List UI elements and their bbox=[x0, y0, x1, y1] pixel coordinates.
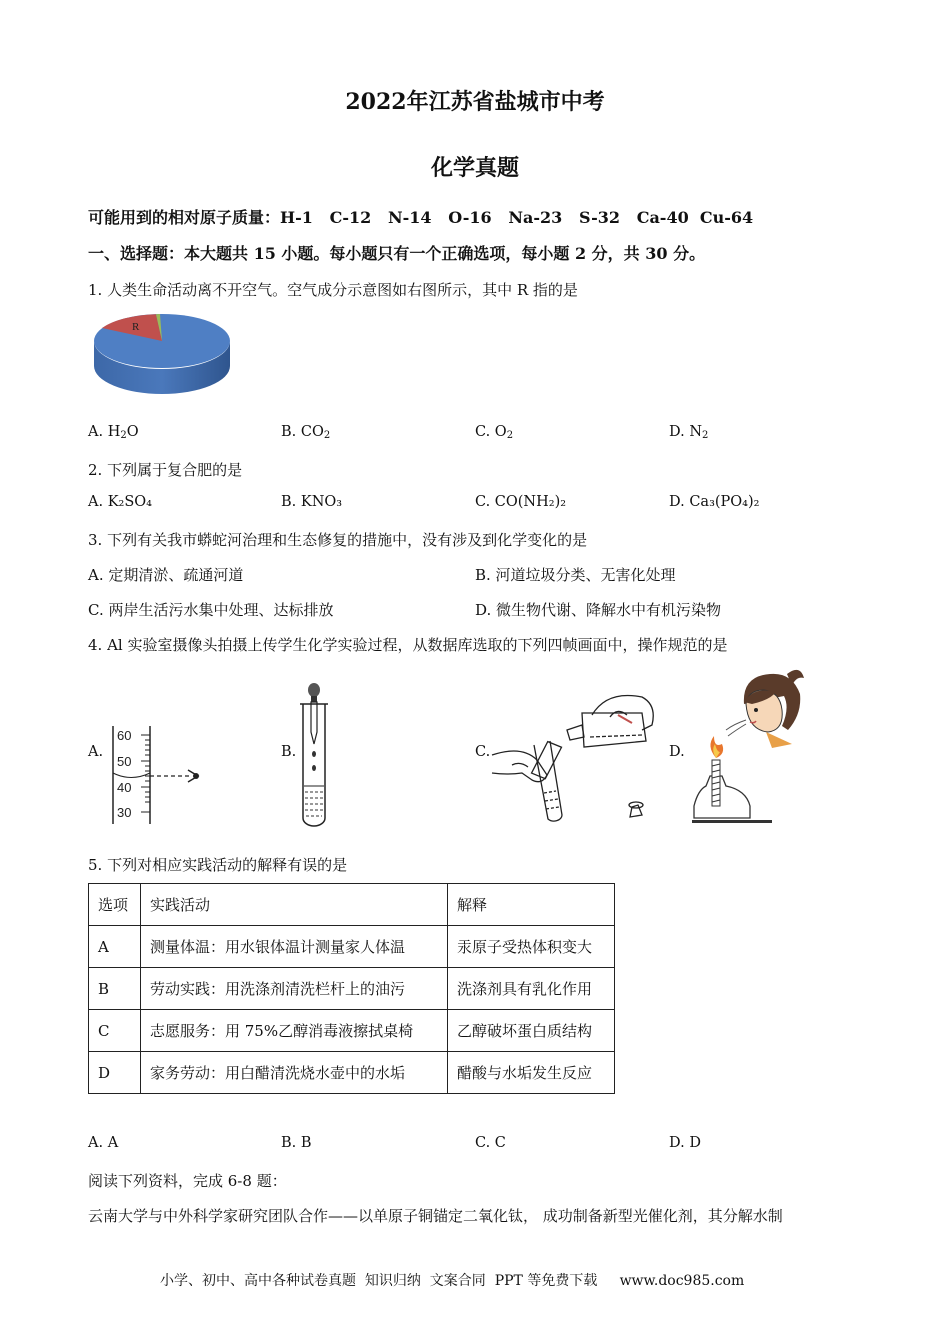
section-heading: 一、选择题：本大题共 15 小题。每小题只有一个正确选项，每小题 2 分，共 30 分。 bbox=[88, 244, 706, 263]
reading-intro: 阅读下列资料，完成 6-8 题： bbox=[88, 1172, 287, 1190]
table-cell: 醋酸与水垢发生反应 bbox=[448, 1052, 615, 1094]
q2-option-c[interactable]: C. CO(NH₂)₂ bbox=[475, 494, 567, 510]
table-row bbox=[89, 968, 615, 1010]
q1-option-d[interactable]: D. $N_2$ bbox=[669, 424, 709, 441]
q1-option-a[interactable]: A. $H_2O$ bbox=[88, 424, 139, 441]
q2-stem: 2. 下列属于复合肥的是 bbox=[88, 461, 243, 479]
page-footer: 小学、初中、高中各种试卷真题 知识归纳 文案合同 PPT 等免费下载 www.doc985.com bbox=[160, 1273, 745, 1289]
table-cell: C bbox=[89, 1010, 141, 1052]
q1-stem: 1. 人类生命活动离不开空气。空气成分示意图如右图所示，其中 R 指的是 bbox=[88, 281, 578, 299]
reading-text: 云南大学与中外科学家研究团队合作——以单原子铜锚定二氧化钛， 成功制备新型光催化剂，其分解水制 bbox=[88, 1207, 783, 1225]
q2-option-d[interactable]: D. Ca₃(PO₄)₂ bbox=[669, 494, 760, 510]
q3-option-d[interactable]: D. 微生物代谢、降解水中有机污染物 bbox=[475, 601, 722, 619]
q2-option-b[interactable]: B. KNO₃ bbox=[281, 494, 343, 510]
q4-stem: 4. Al 实验室摄像头拍摄上传学生化学实验过程，从数据库选取的下列四帧画面中，操作规范的是 bbox=[88, 636, 728, 654]
page-subtitle: 化学真题 bbox=[430, 155, 519, 181]
q5-option-c[interactable]: C. C bbox=[475, 1135, 506, 1151]
table-cell: A bbox=[89, 926, 141, 968]
q3-option-a[interactable]: A. 定期清淤、疏通河道 bbox=[88, 566, 244, 584]
pie-label-r: R bbox=[132, 321, 140, 333]
table-header-cell: 解释 bbox=[448, 884, 615, 926]
q3-stem: 3. 下列有关我市蟒蛇河治理和生态修复的措施中，没有涉及到化学变化的是 bbox=[88, 531, 588, 549]
cylinder-tick-50: 50 bbox=[117, 754, 132, 769]
q3-option-c[interactable]: C. 两岸生活污水集中处理、达标排放 bbox=[88, 601, 334, 619]
table-cell: 志愿服务：用 75%乙醇消毒液擦拭桌椅 bbox=[141, 1010, 448, 1052]
pouring-liquid-image bbox=[492, 685, 662, 830]
cylinder-tick-40: 40 bbox=[117, 780, 132, 795]
table-cell: B bbox=[89, 968, 141, 1010]
table-header-row bbox=[89, 884, 615, 926]
atomic-masses: 可能用到的相对原子质量：H-1 C-12 N-14 O-16 Na-23 S-32 Ca-40 Cu-64 bbox=[88, 208, 754, 227]
q4-label-c[interactable]: C. bbox=[475, 744, 491, 760]
q1-option-c[interactable]: C. $O_2$ bbox=[475, 424, 514, 441]
table-cell: D bbox=[89, 1052, 141, 1094]
q5-option-a[interactable]: A. A bbox=[88, 1135, 119, 1151]
table-header-cell: 选项 bbox=[89, 884, 141, 926]
air-pie-chart bbox=[92, 311, 232, 401]
cylinder-tick-30: 30 bbox=[117, 805, 132, 820]
table-cell: 测量体温：用水银体温计测量家人体温 bbox=[141, 926, 448, 968]
dropper-test-tube-image bbox=[295, 682, 335, 828]
table-row bbox=[89, 926, 615, 968]
q4-label-b[interactable]: B. bbox=[281, 744, 297, 760]
q4-label-d[interactable]: D. bbox=[669, 744, 685, 760]
page-title: 2022年江苏省盐城市中考 bbox=[345, 89, 605, 115]
q5-table bbox=[88, 883, 615, 1094]
blowing-out-lamp-image bbox=[692, 664, 807, 830]
q5-option-d[interactable]: D. D bbox=[669, 1135, 701, 1151]
table-header-cell: 实践活动 bbox=[141, 884, 448, 926]
q2-option-a[interactable]: A. K₂SO₄ bbox=[88, 494, 152, 510]
graduated-cylinder-image bbox=[108, 726, 208, 826]
table-cell: 汞原子受热体积变大 bbox=[448, 926, 615, 968]
q5-stem: 5. 下列对相应实践活动的解释有误的是 bbox=[88, 856, 348, 874]
q5-option-b[interactable]: B. B bbox=[281, 1135, 312, 1151]
q1-option-b[interactable]: B. $CO_2$ bbox=[281, 424, 331, 441]
cylinder-tick-60: 60 bbox=[117, 728, 132, 743]
table-cell: 洗涤剂具有乳化作用 bbox=[448, 968, 615, 1010]
q3-option-b[interactable]: B. 河道垃圾分类、无害化处理 bbox=[475, 566, 676, 584]
table-row bbox=[89, 1052, 615, 1094]
table-cell: 家务劳动：用白醋清洗烧水壶中的水垢 bbox=[141, 1052, 448, 1094]
table-row bbox=[89, 1010, 615, 1052]
q4-label-a[interactable]: A. bbox=[88, 744, 104, 760]
table-cell: 乙醇破坏蛋白质结构 bbox=[448, 1010, 615, 1052]
table-cell: 劳动实践：用洗涤剂清洗栏杆上的油污 bbox=[141, 968, 448, 1010]
